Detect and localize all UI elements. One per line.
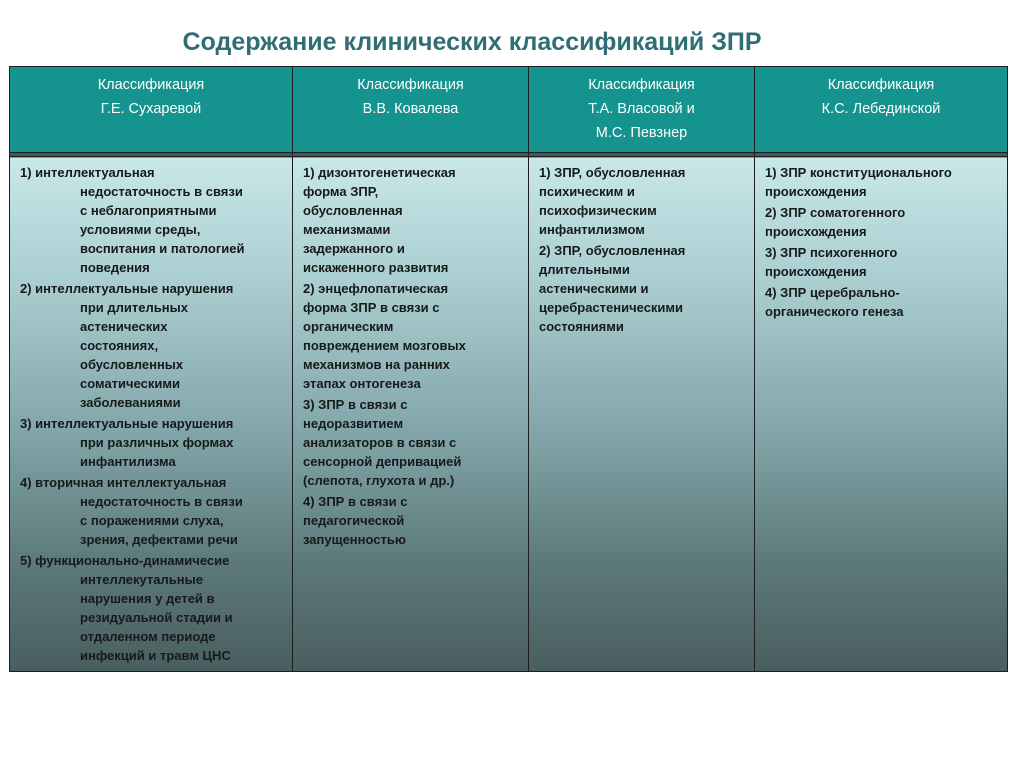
list-item-line: астеническими и xyxy=(539,281,649,296)
column-lebedinskaya xyxy=(755,157,1008,672)
list-item xyxy=(539,241,746,336)
list-item-line: с неблагоприятными xyxy=(80,203,217,218)
list-item-line: недоразвитием xyxy=(303,416,404,431)
list-item-line: психофизическим xyxy=(539,203,657,218)
list-item-line: резидуальной стадии и xyxy=(80,610,233,625)
list-item-line: нарушения у детей в xyxy=(80,591,215,606)
list-item-line: недостаточность в связи xyxy=(80,184,243,199)
list-item-line: при различных формах xyxy=(80,435,234,450)
list-item-line: 2) ЗПР соматогенного xyxy=(765,205,906,220)
page-title: Содержание клинических классификаций ЗПР xyxy=(182,28,762,56)
header-line: Классификация xyxy=(97,77,205,93)
list-item-line: 4) ЗПР церебрально- xyxy=(765,285,900,300)
list-item xyxy=(20,414,284,471)
list-item-line: обусловленная xyxy=(303,203,403,218)
list-item-line: 3) интеллектуальные нарушения xyxy=(20,416,234,431)
list-item-line: повреждением мозговых xyxy=(303,338,466,353)
header-line: М.С. Певзнер xyxy=(595,125,688,141)
list-item-line: 5) функционально-динамичесие xyxy=(20,553,230,568)
list-item xyxy=(765,203,999,241)
header-line: К.С. Лебединской xyxy=(821,101,941,117)
list-item-line: (слепота, глухота и др.) xyxy=(303,473,455,488)
list-item xyxy=(303,279,520,393)
list-item xyxy=(765,163,999,201)
list-item-line: соматическими xyxy=(80,376,180,391)
list-item xyxy=(303,395,520,490)
list-item-line: состояниях, xyxy=(80,338,159,353)
list-item-line: зрения, дефектами речи xyxy=(80,532,238,547)
list-item xyxy=(303,492,520,549)
header-line: В.В. Ковалева xyxy=(362,101,459,117)
list-item-line: органического генеза xyxy=(765,304,904,319)
column-sukhareva xyxy=(10,157,293,672)
list-item-line: интеллекутальные xyxy=(80,572,203,587)
header-line: Классификация xyxy=(357,77,464,93)
list-item-line: поведения xyxy=(80,260,150,275)
list-item-line: педагогической xyxy=(303,513,405,528)
header-sukhareva xyxy=(10,67,293,153)
list-item-line: инфантилизма xyxy=(80,454,176,469)
list-item-line: при длительных xyxy=(80,300,188,315)
list-item-line: инфантилизмом xyxy=(539,222,645,237)
header-row xyxy=(10,67,1008,153)
list-item xyxy=(20,279,284,412)
list-item xyxy=(20,473,284,549)
list-item-line: обусловленных xyxy=(80,357,184,372)
list-item-line: астенических xyxy=(80,319,168,334)
header-line: Классификация xyxy=(588,77,695,93)
list-item-line: церебрастеническими xyxy=(539,300,684,315)
list-item-line: форма ЗПР в связи с xyxy=(303,300,440,315)
list-item xyxy=(765,283,999,321)
list-item-line: задержанного и xyxy=(303,241,405,256)
list-item-line: воспитания и патологией xyxy=(80,241,245,256)
list-item-line: 3) ЗПР психогенного xyxy=(765,245,898,260)
header-line: Классификация xyxy=(827,77,935,93)
list-item-line: 4) ЗПР в связи с xyxy=(303,494,408,509)
list-item-line: этапах онтогенеза xyxy=(303,376,421,391)
list-item-line: механизмов на ранних xyxy=(303,357,450,372)
list-item-line: отдаленном периоде xyxy=(80,629,216,644)
column-kovalev xyxy=(293,157,529,672)
list-item-line: 2) энцефлопатическая xyxy=(303,281,449,296)
list-item-line: 1) ЗПР конституционального xyxy=(765,165,952,180)
classification-table xyxy=(9,66,1008,672)
list-item-line: 1) ЗПР, обусловленная xyxy=(539,165,686,180)
list-item-line: условиями среды, xyxy=(80,222,201,237)
list-item-line: механизмами xyxy=(303,222,391,237)
list-item-line: длительными xyxy=(539,262,630,277)
list-item-line: форма ЗПР, xyxy=(303,184,379,199)
list-item-line: 1) дизонтогенетическая xyxy=(303,165,456,180)
list-item-line: 3) ЗПР в связи с xyxy=(303,397,408,412)
list-item-line: запущенностью xyxy=(303,532,406,547)
header-vlasova-pevzner xyxy=(529,67,755,153)
column-vlasova-pevzner xyxy=(529,157,755,672)
list-item-line: 2) интеллектуальные нарушения xyxy=(20,281,234,296)
list-item xyxy=(20,163,284,277)
list-item-line: недостаточность в связи xyxy=(80,494,243,509)
list-item xyxy=(20,551,284,665)
header-line: Г.Е. Сухаревой xyxy=(100,101,202,117)
list-item xyxy=(539,163,746,239)
list-item-line: происхождения xyxy=(765,224,867,239)
list-item xyxy=(765,243,999,281)
header-line: Т.А. Власовой и xyxy=(588,101,695,117)
list-item-line: заболеваниями xyxy=(80,395,181,410)
header-kovalev xyxy=(293,67,529,153)
list-item-line: сенсорной депривацией xyxy=(303,454,462,469)
list-item-line: 1) интеллектуальная xyxy=(20,165,155,180)
list-item-line: инфекций и травм ЦНС xyxy=(80,648,231,663)
list-item-line: состояниями xyxy=(539,319,624,334)
list-item-line: 2) ЗПР, обусловленная xyxy=(539,243,686,258)
list-item xyxy=(303,163,520,277)
list-item-line: органическим xyxy=(303,319,394,334)
list-item-line: происхождения xyxy=(765,184,867,199)
list-item-line: 4) вторичная интеллектуальная xyxy=(20,475,227,490)
list-item-line: психическим и xyxy=(539,184,635,199)
content-row xyxy=(10,157,1008,672)
header-lebedinskaya xyxy=(755,67,1008,153)
list-item-line: происхождения xyxy=(765,264,867,279)
list-item-line: искаженного развития xyxy=(303,260,449,275)
list-item-line: с поражениями слуха, xyxy=(80,513,224,528)
list-item-line: анализаторов в связи с xyxy=(303,435,457,450)
